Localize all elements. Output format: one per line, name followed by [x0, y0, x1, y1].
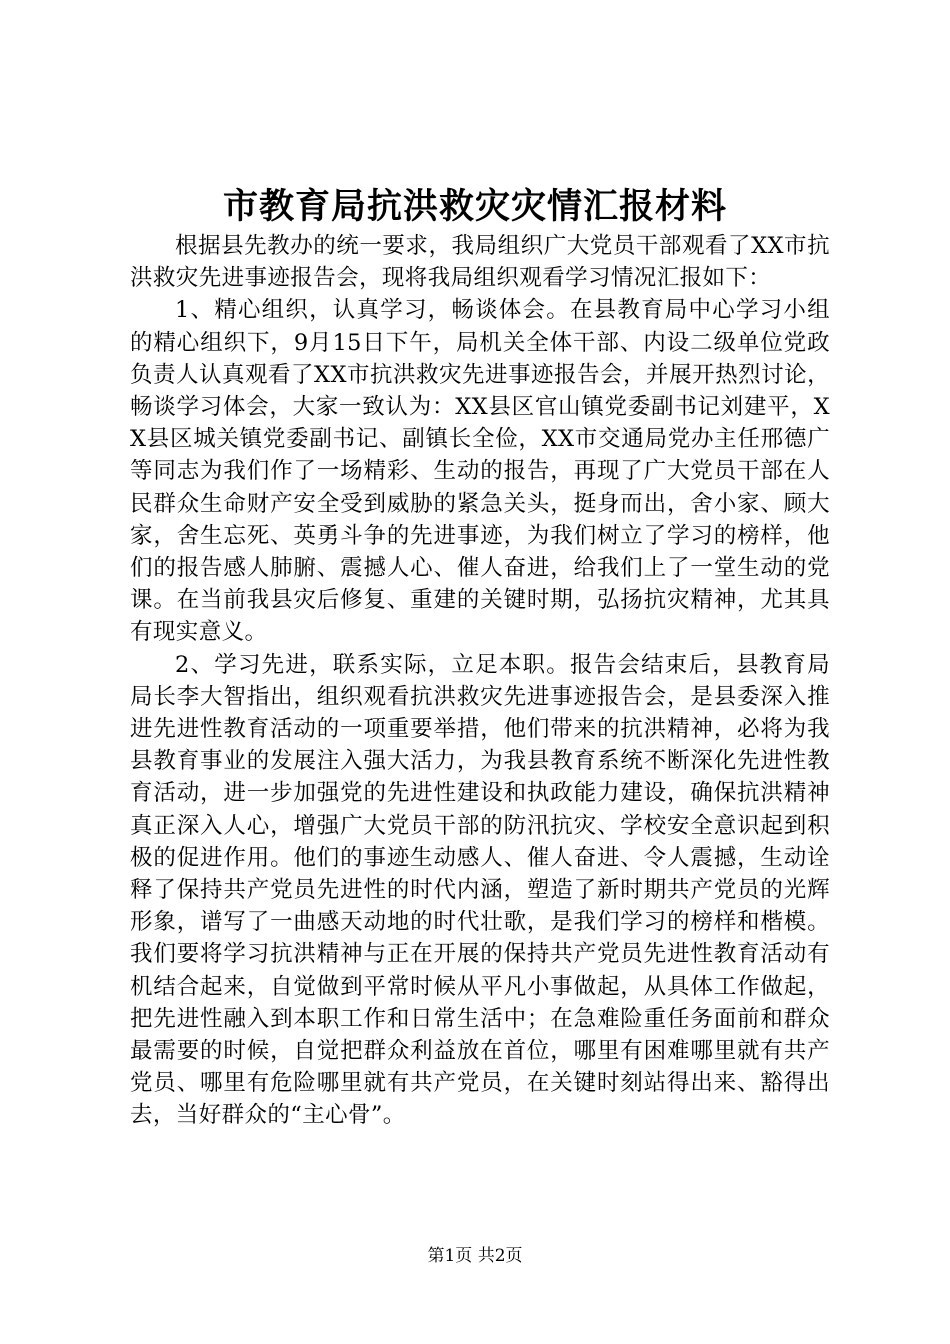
intro-paragraph: 根据县先教办的统一要求，我局组织广大党员干部观看了XX市抗洪救灾先进事迹报告会，现将我局组织观看学习情况汇报如下：: [130, 233, 830, 292]
section-1-paragraph: 1、精心组织，认真学习，畅谈体会。在县教育局中心学习小组的精心组织下，9月15日下午，局机关全体干部、内设二级单位党政负责人认真观看了XX市抗洪救灾先进事迹报告会，并展开热烈讨论，畅谈学习体会，大家一致认为：XX县区官山镇党委副书记刘建平，XX县区城关镇党委副书记、副镇长全俭，XX市交通局党办主任邢德广等同志为我们作了一场精彩、生动的报告，再现了广大党员干部在人民群众生命财产安全受到威胁的紧急关头，挺身而出，舍小家、顾大家，舍生忘死、英勇斗争的先进事迹，为我们树立了学习的榜样，他们的报告感人肺腑、震撼人心、催人奋进，给我们上了一堂生动的党课。在当前我县灾后修复、重建的关键时期，弘扬抗灾精神，尤其具有现实意义。: [130, 297, 830, 646]
page-footer: 第1页 共2页: [427, 1246, 523, 1266]
document-title: 市教育局抗洪救灾灾情汇报材料: [222, 186, 727, 227]
section-2-paragraph: 2、学习先进，联系实际，立足本职。报告会结束后，县教育局局长李大智指出，组织观看抗洪救灾先进事迹报告会，是县委深入推进先进性教育活动的一项重要举措，他们带来的抗洪精神，必将为我县教育事业的发展注入强大活力，为我县教育系统不断深化先进性教育活动，进一步加强党的先进性建设和执政能力建设，确保抗洪精神真正深入人心，增强广大党员干部的防汛抗灾、学校安全意识起到积极的促进作用。他们的事迹生动感人、催人奋进、令人震撼，生动诠释了保持共产党员先进性的时代内涵，塑造了新时期共产党员的光辉形象，谱写了一曲感天动地的时代壮歌，是我们学习的榜样和楷模。我们要将学习抗洪精神与正在开展的保持共产党员先进性教育活动有机结合起来，自觉做到平常时候从平凡小事做起，从具体工作做起，把先进性融入到本职工作和日常生活中；在急难险重任务面前和群众最需要的时候，自觉把群众利益放在首位，哪里有困难哪里就有共产党员、哪里有危险哪里就有共产党员，在关键时刻站得出来、豁得出去，当好群众的“主心骨”。: [130, 651, 830, 1129]
document-body: [130, 230, 830, 1132]
